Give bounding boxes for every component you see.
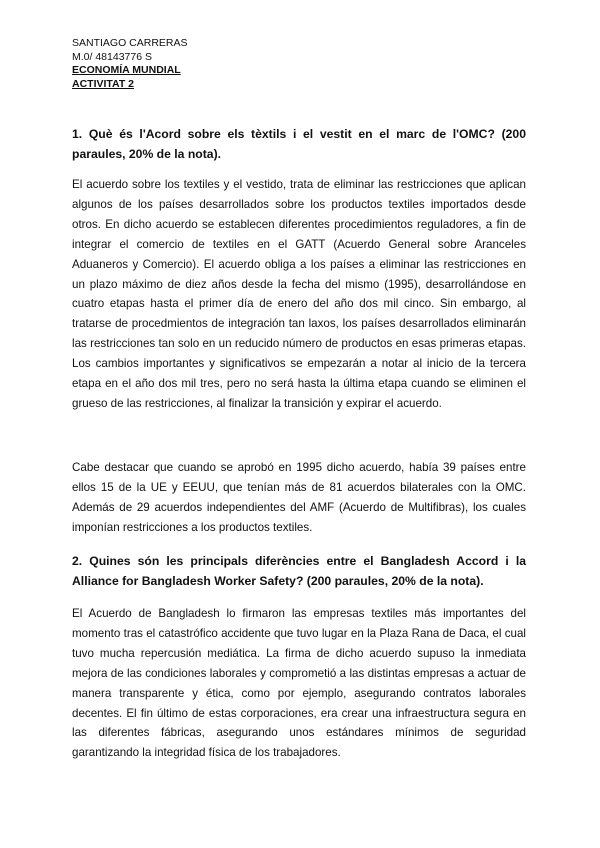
answer-1-paragraph-1: El acuerdo sobre los textiles y el vestido, trata de eliminar las restricciones que aplican algunos de los países desarrollados sobre los productos textiles importados desde otros. En dicho acuerdo se establecen diferentes procedimientos reguladores, a fin de integrar el comercio de textiles en el GATT (Acuerdo General sobre Aranceles Aduaneros y Comercio). El acuerdo obliga a los países a eliminar las restricciones en un plazo máximo de diez años desde la fecha del mismo (1995), desarrollándose en cuatro etapas hasta el primer día de enero del año dos mil cinco. Sin embargo, al tratarse de procedmientos de integración tan laxos, los países desarrollados eliminarán las restricciones tan solo en un reducido número de productos en esas primeras etapas. Los cambios importantes y significativos se empezarán a notar al inicio de la tercera etapa en el año dos mil tres, pero no será hasta la última etapa cuando se eliminen el grueso de las restricciones, al finalizar la transición y expirar el acuerdo. <box>72 178 526 410</box>
author-id: M.0/ 48143776 S <box>72 50 152 63</box>
activity-title: ACTIVITAT 2 <box>72 77 135 90</box>
answer-2-paragraph-1: El Acuerdo de Bangladesh lo firmaron las empresas textiles más importantes del momento tras el catastrófico accidente que tuvo lugar en la Plaza Rana de Daca, el cual tuvo mucha repercusión mediática. La firma de dicho acuerdo supuso la inmediata mejora de las condiciones laborales y comprometió a las distintas empresas a actuar de manera transparente y ética, como por ejemplo, asegurando contratos laborales decentes. El fin último de estas corporaciones, era crear una infraestructura segura en las diferentes fábricas, asegurando unos estándares mínimos de seguridad garantizando la integridad física de los trabajadores. <box>72 607 526 760</box>
question-2-heading: 2. Quines són les principals diferències entre el Bangladesh Accord i la Alliance for Bangladesh Worker Safety? (200 paraules, 20% de la nota). <box>72 554 526 588</box>
question-1-heading: 1. Què és l'Acord sobre els tèxtils i el vestit en el marc de l'OMC? (200 paraules, 20% de la nota). <box>72 127 526 161</box>
subject-title: ECONOMÍA MUNDIAL <box>72 64 181 76</box>
document-header <box>72 37 188 91</box>
answer-1-paragraph-2: Cabe destacar que cuando se aprobó en 1995 dicho acuerdo, había 39 países entre ellos 15 de la UE y EEUU, que tenían más de 81 acuerdos bilaterales con la OMC. Además de 29 acuerdos independientes del AMF (Acuerdo de Multifibras), los cuales imponían restricciones a los productos textiles. <box>72 461 526 534</box>
author-name: SANTIAGO CARRERAS <box>72 37 188 49</box>
